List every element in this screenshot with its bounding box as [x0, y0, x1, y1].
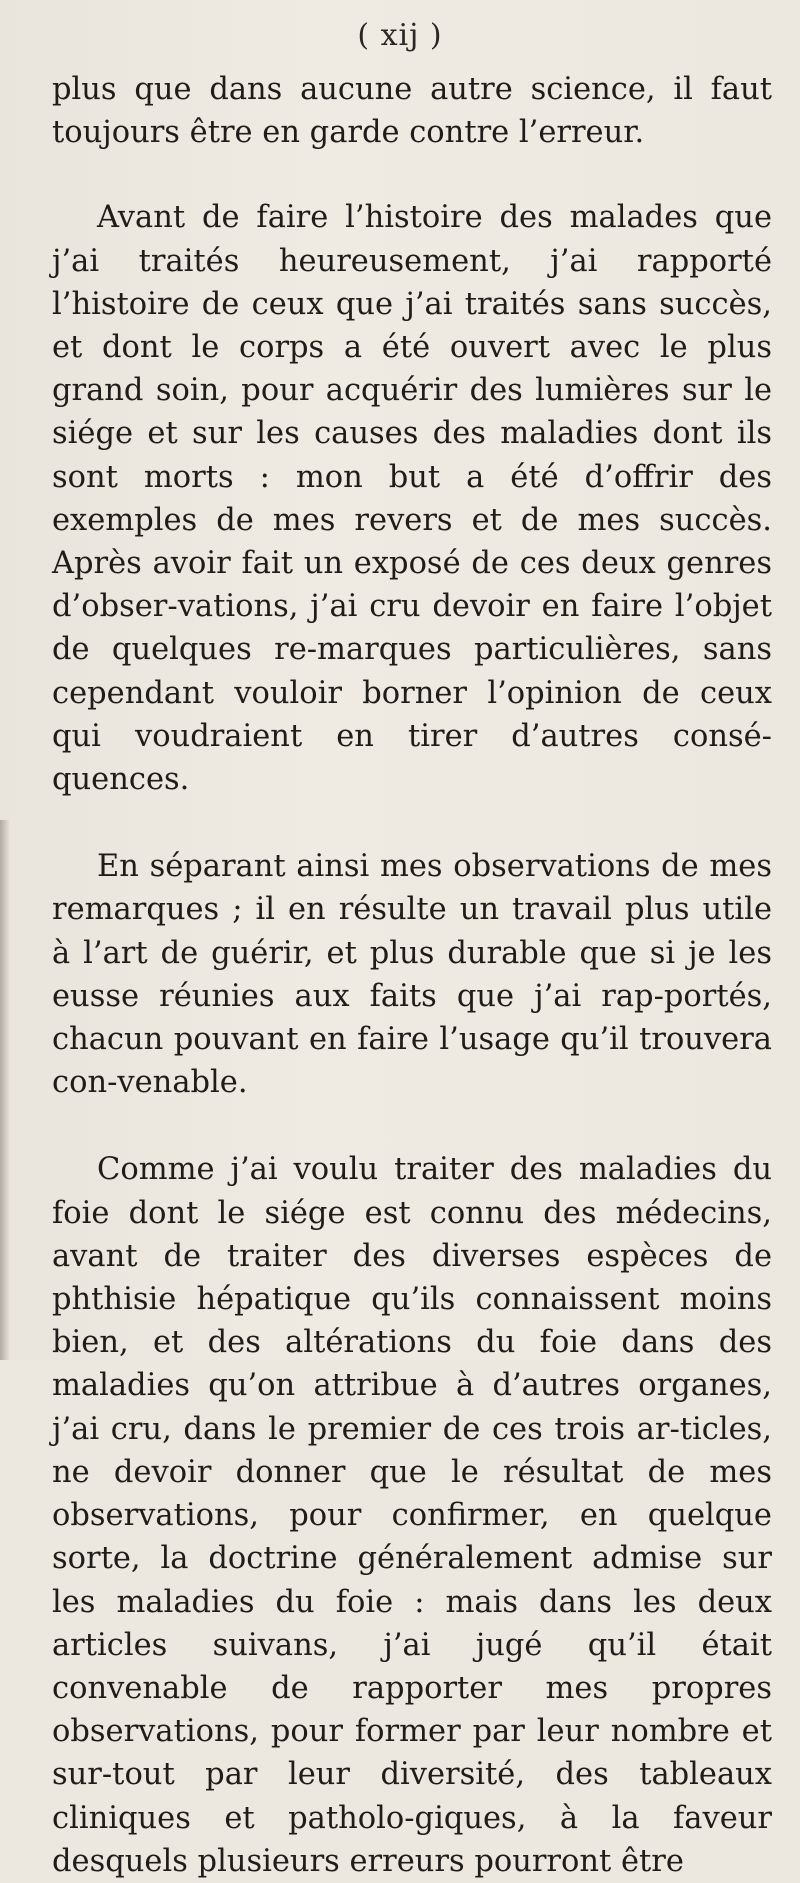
- page-edge-shadow: [0, 820, 10, 1360]
- paragraph-comme: Comme j’ai voulu traiter des maladies du foie dont le siége est connu des médecins, avant de traiter des diverses espèces de phthisie hépatique qu’ils connaissent moins bien, et des altérations du foie dans des maladies qu’on attribue à d’autres organes, j’ai cru, dans le premier de ces trois ar-ticles, ne devoir donner que le résultat de mes observations, pour confirmer, en quelque sorte, la doctrine généralement admise sur les maladies du foie : mais dans les deux articles suivans, j’ai jugé qu’il était convenable de rapporter mes propres observations, pour former par leur nombre et sur-tout par leur diversité, des tableaux cliniques et patholo-giques, à la faveur desquels plusieurs erreurs pourront être: [52, 1152, 772, 1879]
- paragraph-continuation: plus que dans aucune autre science, il faut toujours être en garde contre l’erreur.: [52, 72, 772, 151]
- paragraph-avant: Avant de faire l’histoire des malades que j’ai traités heureusement, j’ai rapporté l’histoire de ceux que j’ai traités sans succès, et dont le corps a été ouvert avec le plus grand soin, pour acquérir des lumières sur le siége et sur les causes des maladies dont ils sont morts : mon but a été d’offrir des exemples de mes revers et de mes succès. Après avoir fait un exposé de ces deux genres d’obser-vations, j’ai cru devoir en faire l’objet de quelques re-marques particulières, sans cependant vouloir borner l’opinion de ceux qui voudraient en tirer d’autres consé-quences.: [52, 200, 772, 798]
- page-number: ( xij ): [357, 18, 443, 53]
- body-text: [52, 68, 772, 1883]
- paragraph-en-separant: En séparant ainsi mes observations de mes remarques ; il en résulte un travail plus utile à l’art de guérir, et plus durable que si je les eusse réunies aux faits que j’ai rap-portés, chacun pouvant en faire l’usage qu’il trouvera con-venable.: [52, 849, 772, 1101]
